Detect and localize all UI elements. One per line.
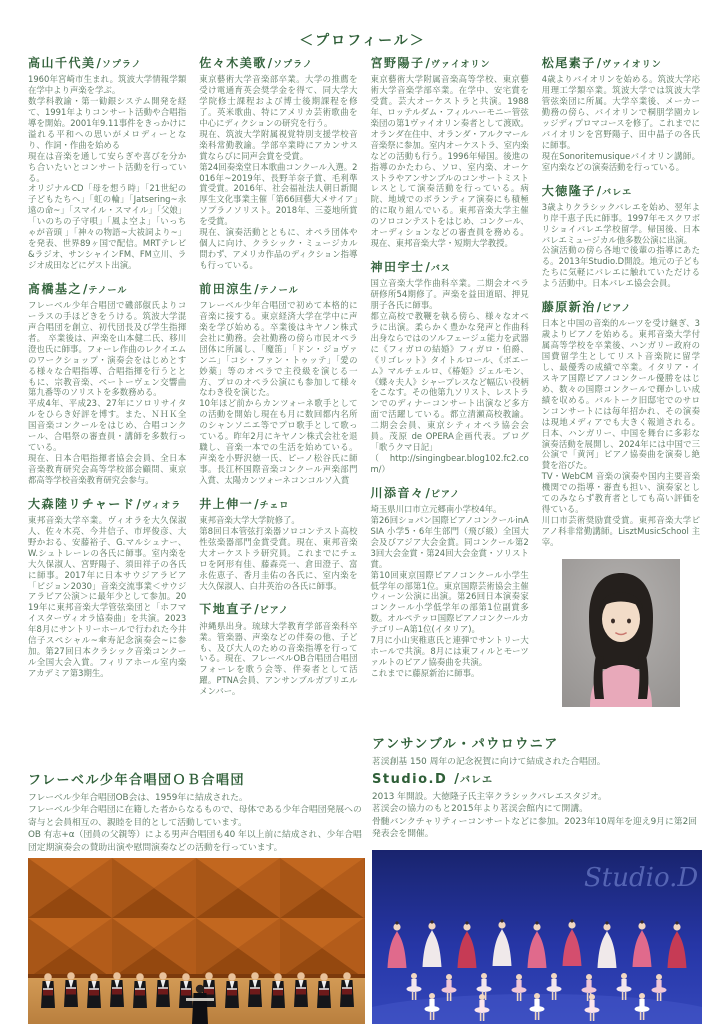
profile [371, 56, 529, 249]
profile-bio: これまでに藤原新治に師事。 [370, 667, 480, 678]
profile-name: 大徳隆子/バレエ [541, 183, 633, 198]
profile-bio: 4歳よりバイオリンを始める。筑波大学応用理工学類卒業。筑波大学では筑波大学管弦楽団に所属。大学卒業後、メーカー勤務の傍ら、バイオリンで桐朋学園カレッジディプロマコースを修了。これまでにバイオリンを宮野陽子、田中晶子の各氏に師事。 [541, 74, 700, 150]
profile-bio: 日本と中国の音楽的ルーツを受け継ぎ、3歳よりピアノを始める。東邦音楽大学付属高等学校を卒業後、ハンガリー政府の国費留学生としてリスト音楽院に留学し、最優秀の成績で卒業。イタリア・イスキア国際ピアノコンクール優勝をはじめ、数々の国際コンクールで輝かしい成績を収める。バルトーク旧邸宅でのサロンコンサートには毎年招かれ、その演奏は現地メディアでも大きく報道される。日本、ハンガリー、中国を舞台に多彩な演奏活動を展開し、2024年には中国で三公演で「黄河」ピアノ協奏曲を演奏し絶賛を浴びた。 [541, 318, 700, 471]
profile-bio: （http://singingbear.blog102.fc2.com/） [370, 453, 529, 474]
profile-name: 松尾素子/ヴァイオリン [541, 56, 662, 70]
profile-bio: 埼玉県川口市立元郷南小学校4年。 [370, 504, 502, 515]
profile-name: 佐々木美歌/ソプラノ [199, 56, 313, 70]
profile-bio: 7月に小山実稚恵氏と連弾でサントリー大ホールで共演。8月には東フィルとモーツァルトのピアノ協奏曲を共演。 [370, 635, 529, 667]
profile-bio: 東京藝術大学音楽部卒業。大学の推薦を受け電通育英会奨学金を得て、同大学大学院修士課程および博士後期課程を修了。英米歌曲、特にアメリカ芸術歌曲を中心にディクションの研究を行う。 [199, 74, 358, 128]
profile [542, 300, 700, 548]
profile-bio: 1960年宮崎市生まれ。筑波大学情報学類在学中より声楽を学ぶ。 [28, 74, 187, 96]
profile-bio: 第10回東京国際ピアノコンクール小学生低学年の部第1位。東京国際芸術協会主催ウィーン公演に出演。第26回日本演奏家コンクール小学低学年の部第1位副賞多数。オルペテッロ国際ピアノコンクールカテゴリーA第1位(イタリア)。 [370, 569, 529, 635]
profile-bio: 東邦音楽大学大学院修了。 [199, 515, 300, 526]
profile [542, 56, 700, 173]
section-studio-d [372, 772, 702, 841]
profile [28, 56, 186, 271]
profile-bio: 第24回奏楽堂日本歌曲コンクール入選。2016年~2019年、長野羊奈子賞、毛利準賞受賞。2016年、社会福祉法人朝日新聞厚生文化事業主催「第66回藝大メサイア」ソプラノソリスト。2018年、三菱地所賞を受賞。 [199, 161, 358, 227]
profile-name: 前田涼生/テノール [199, 281, 299, 296]
froebel-title: フレーベル少年合唱団ＯＢ合唱団 [28, 773, 245, 788]
profile-bio: 数学科教諭・第一勧銀システム開発を経て、1991年よりコンサート活動や合唱指導を開始。2001年9.11事件をきっかけに溢れる平和への思いがメロディーとなり、作詞・作曲を始める [28, 96, 187, 150]
profile-bio: 現在、筑波大学附属視覚特別支援学校音楽科常勤教諭。学部卒業時にアカンサス賞ならびに同声会賞を受賞。 [199, 128, 358, 161]
profile-bio: フレーベル少年合唱団で初めて本格的に音楽に接する。東京経済大学在学中に声楽を学び始める。卒業後はキヤノン株式会社に勤務。会社勤務の傍ら市民オペラ団体に所属し、「魔笛」「ドン・ジョヴァンニ」「コシ・ファン・トゥッテ」「愛の妙薬」等のオペラで主役級を演じる一方、プロのオペラ公演にも参加して様々なわき役を演じた。 [199, 300, 358, 398]
profile [371, 260, 529, 475]
studio-line: 茗渓会の協力のもと2015年より茗渓会館内にて開講。 [372, 804, 588, 815]
profile [371, 486, 529, 679]
profile [199, 497, 357, 592]
profile-columns [28, 56, 700, 772]
ensemble-title: アンサンブル・パウロウニア [372, 737, 559, 752]
profile-name: 井上伸一/チェロ [199, 496, 290, 511]
profile [199, 282, 357, 486]
kawazoe-portrait-photo [562, 559, 680, 707]
profile-bio: 現在Sonoritemusiqueバイオリン講師。室内楽などの演奏活動を行っている。 [541, 150, 700, 172]
studio-line: 骨髄バンクチャリティーコンサートなどに参加。2023年10周年を迎え9月に第2回発表会を開催。 [372, 816, 697, 840]
ensemble-description: 茗渓創基 150 周年の記念祝賀に向けて結成された合唱団。 [372, 756, 606, 767]
froebel-line: OB 有志+α（団員の父親等）による男声合唱団も40 年以上前に結成され、少年合唱団定期演奏会の賛助出演や慰問演奏などの活動を行っています。 [28, 830, 362, 853]
section-ensemble-paulownia [372, 737, 702, 768]
profile [28, 282, 186, 486]
profile-bio: 東京藝術大学附属音楽高等学校、東京藝術大学音楽学部卒業。在学中、安宅賞を受賞。芸大オーケストラと共演。1988年、ロッテルダム・フィルハーモニー管弦楽団の第1ヴァイオリン奏者として渡欧。オランダ在住中、オランダ・アルクマール音楽祭に参加。室内オーケストラ、室内楽などの活動も行う。1996年帰国。後進の指導のかたわら、ソロ、室内楽、オーケストラやアンサンブルのコンサートミストレスとして演奏活動を行っている。病院、地域でのボランティア演奏にも積極的に取り組んでいる。東邦音楽大学主催のソロコンテストをはじめ、コンクール、オーディションなどの審査員を務める。 現在、東邦音楽大学・短期大学教授。 [370, 74, 529, 249]
profile-bio: 平成4年、平成23、27年にソロリサイタルをひらき好評を博す。また、ＮＨＫ全国音楽コンクールをはじめ、合唱コンクール、合唱祭の審査員・講師を多数行っている。 [28, 398, 187, 453]
profile-bio: 国立音楽大学作曲科卒業。二期会オペラ研修所54期修了。声楽を益田道昭、押見朋子各氏に師事。 [370, 278, 529, 311]
profile-bio: 10年ほど前からカンツォーネ歌手としての活動を開始し現在も月に数回都内名所のシャンソニエ等でプロ歌手として歌っている。昨年2月にキヤノン株式会社を退職し、音楽一本での生活を始めている。声楽を小野沢徳一氏、ピーノ松谷氏に師事。長江杯国際音楽コンクール声楽部門入賞、太陽カンツォーネコンコルソ入賞 [199, 398, 358, 485]
profile-bio: 現在、演奏活動とともに、オペラ団体や個人に向け、クラシック・ミュージカル問わず、アメリカ作品のディクション指導も行っている。 [199, 227, 358, 270]
profile-bio: 現在は音楽を通して安らぎや喜びを分かち合いたいとコンサート活動を行っている。 [28, 150, 187, 183]
profile-bio: 沖縄県出身。琉球大学教育学部音楽科卒業。管楽器、声楽などの伴奏の他、子ども、及び大人のための音楽指導を行っている。現在、フレーベルOB合唱団合唱団フォーレを歌う会等、伴奏者として活躍。PTNA会員、アンサンブルガブリエルメンバー。 [199, 620, 358, 697]
profile-bio: 第26回ショパン国際ピアノコンクールinASIA 小学5・6年生部門（飛び級）全国大会及びアジア大会金賞。同コンクール第23回大会金賞・第24回大会金賞・ソリスト賞。 [370, 515, 529, 569]
profile-bio: TV・WebCM 音楽の演奏や国内主要音楽機関での指導・審査も担い、演奏家としてのみならず教育者としても高い評価を得ている。 [541, 471, 700, 515]
profile-bio: オリジナルCD「母を想う時」「21世紀の子どもたちへ」「虹の輪」「Jatsering~永遠の命~」「スマイル・スマイル」「父娘」「いのちの子守唄」「風よ空よ」「いっちゃが音頭 」「神々の物語~大祓詞より~」を発表、世界89ヶ国で配信。MRTテレビ&ラジオ、サンシャインFM、FM立川、ラジオ成田などにゲスト出演。 [28, 183, 187, 270]
profile-bio: 現在、日本合唱指揮者協会会員、全日本音楽教育研究会高等学校部会顧問、東京都高等学校音楽教育研究会参与。 [28, 453, 187, 485]
profile-name: 藤原新治/ピアノ [541, 300, 632, 315]
column-2 [199, 56, 357, 772]
page-title: ＜プロフィール＞ [299, 33, 426, 49]
studio-watermark: Studio.D [584, 863, 699, 893]
profile-name: 高山千代美/ソプラノ [28, 56, 142, 70]
profile [199, 602, 357, 697]
froebel-line: フレーベル少年合唱団に在籍した者からなるもので、母体である少年合唱団発展への寄与と会員相互の、親睦を目的として活動しています。 [28, 805, 362, 828]
profile-name: 大森陸リチャード/ヴィオラ [28, 496, 182, 511]
profile [542, 184, 700, 290]
column-3 [371, 56, 529, 772]
profile-name: 髙橋基之/テノール [28, 281, 128, 296]
profile-name: 下地直子/ピアノ [199, 602, 289, 617]
profile-name: 川添音々/ピアノ [370, 485, 461, 500]
section-froebel-ob-choir [28, 773, 368, 854]
profile-bio: フレーベル少年合唱団で磯部俶氏よりコーラスの手ほどきをうける。筑波大学混声合唱団を創立、初代団長及び学生指揮者。 卒業後は、声楽を山本健二氏、移川澄也氏に師事。フォーレ作曲のレクイエムのワークショップ・演奏会をはじめとする様々な合唱指導、合唱指揮を行うとともに、宗教音楽、ベートーヴェン交響曲第九番等のソリストを多数務める。 [28, 300, 187, 398]
profile [199, 56, 357, 271]
profile-name: 神田宇士/バス [370, 260, 451, 274]
profile-bio: 公演活動の傍ら各地で後輩の指導にあたる。2013年Studio.D開設。地元の子どもたちに気軽にバレエに触れていただけるよう活動中。日本バレエ協会会員。 [541, 245, 700, 289]
column-1 [28, 56, 186, 772]
profile-bio: 東邦音楽大学卒業。ヴィオラを大久保淑人、佐々木亮、今井信子、市坪俊彦、大野かおる、安藤裕子、G.マルシュナー、W.シュトレーレの各氏に師事。室内楽を大久保淑人、宮野陽子、須田祥子の各氏に師事。2017年に日本サウジアラビア「ビジョン2030」音楽交流事業＜サウジアラビア公演＞に最年少として参加。2019年に東邦音楽大学管弦楽団と「ホフマイスターヴィオラ協奏曲」を共演。2023年8月にサントリーホールで行われた今井信子スペシャル~傘寿記念演奏会~に参加。第27回日本クラシック音楽コンクール全国大会入賞。フィリアホール室内楽アカデミア第3期生。 [28, 515, 187, 678]
profile-bio: 第8回日本管弦打楽器ソロコンテスト高校性弦楽器部門金賞受賞。現在、東邦音楽大オーケストラ研究員。これまでにチェロを阿形有佳、藤森亮一、倉田澄子、富永佐恵子、香月圭佑の各氏に、室内楽を大久保淑人、白井英治の各氏に師事。 [199, 525, 358, 591]
studio-line: 2013 年開設。大徳隆子氏主宰クラシックバレエスタジオ。 [372, 791, 607, 802]
choir-photo [28, 858, 365, 1024]
profile-name: 宮野陽子/ヴァイオリン [370, 56, 491, 70]
ballet-photo [372, 850, 702, 1024]
profile-bio: 3歳よりクラシックバレエを始め、翌年より岸千恵子氏に師事。1997年モスクワボリショイバレエ学校留学。帰国後、日本バレエミュージカル他多数公演に出演。 [541, 201, 700, 245]
froebel-line: フレーベル少年合唱団OB会は、1959年に結成された。 [28, 792, 248, 803]
profile-bio: 都立高校で教鞭を執る傍ら、様々なオペラに出演。柔らかく豊かな発声と作曲科出身ならではのソルフェージュ能力を武器に《フィガロの結婚》フィガロ・伯爵、《リゴレット》タイトルロール、《ボエーム》マルチェルロ、《椿姫》ジェルモン、《蝶々夫人》シャープレスなど幅広い役柄をこなす。その他第九ソリスト、レストランでのディナーコンサート出演など多方面で活躍している。都立清瀬高校教諭。二期会会員、東京シティオペラ協会会員。茂原 de OPERA企画代表。ブログ「歌うクマ日記」 [370, 311, 529, 453]
profile [28, 497, 186, 679]
profile-bio: 川口市芸術奨励賞受賞。東邦音楽大学ピアノ科非常勤講師。LisztMusicSchool 主宰。 [541, 515, 700, 547]
studio-title: Studio.D /バレエ [372, 772, 494, 787]
column-4 [542, 56, 700, 772]
